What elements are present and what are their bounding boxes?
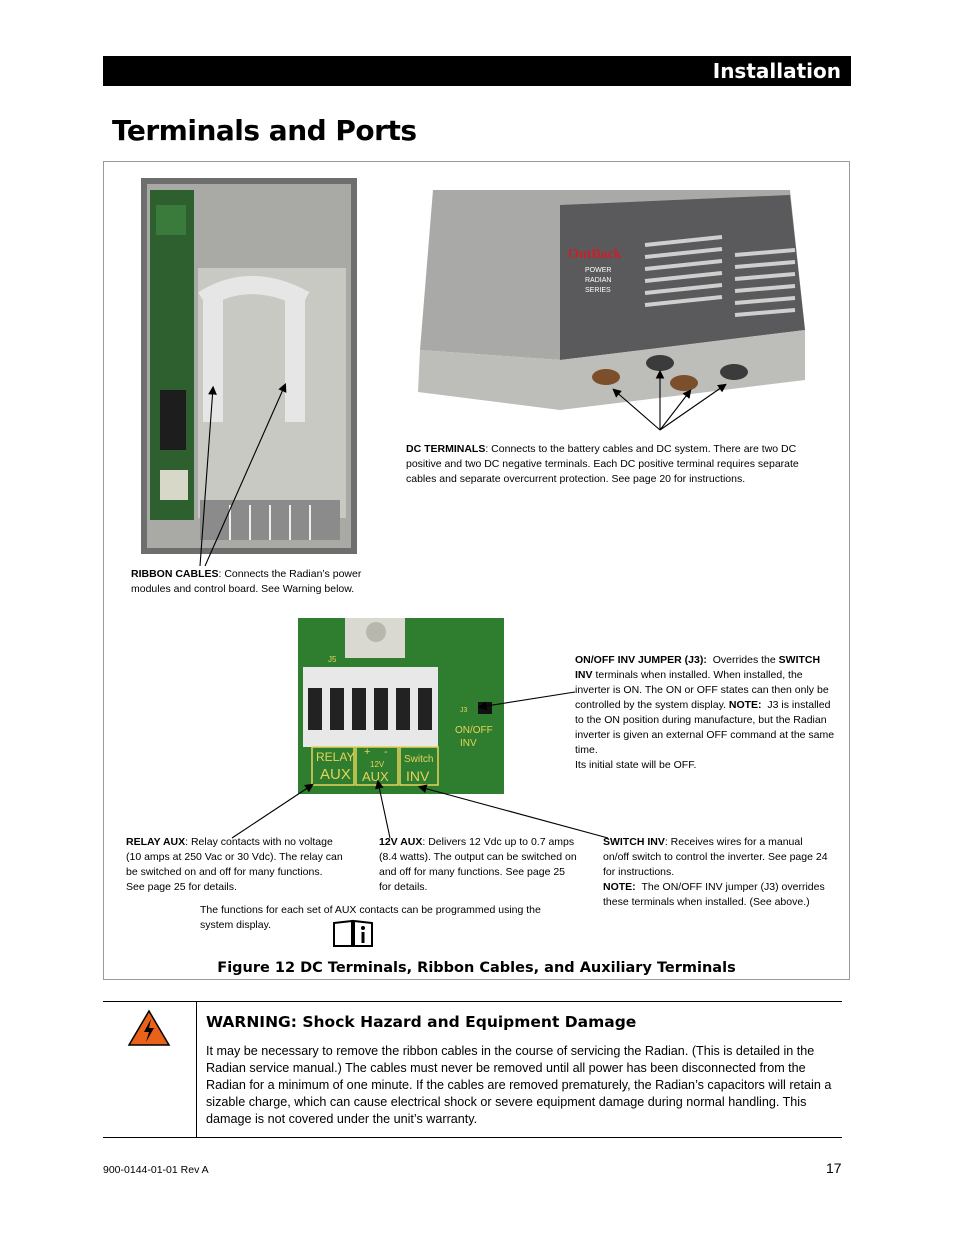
switch-inv-note-label: NOTE: (603, 881, 636, 893)
dc-terminals-label: DC TERMINALS (406, 443, 486, 455)
aux-terminal-board-photo (298, 618, 504, 794)
page-title: Terminals and Ports (112, 114, 417, 147)
board-12v: 12V (370, 760, 385, 769)
section-title: Installation (712, 59, 841, 83)
inverter-exterior-photo (418, 190, 805, 410)
warning-divider (196, 1001, 197, 1137)
switch-inv-ref-label: SWITCH INV (575, 654, 821, 681)
aux-12v-caption (379, 835, 577, 895)
figure-caption: Figure 12 DC Terminals, Ribbon Cables, and Auxiliary Terminals (217, 960, 736, 976)
board-minus: - (384, 746, 388, 758)
onoff-jumper-caption (575, 653, 840, 773)
ribbon-cables-caption (131, 567, 393, 597)
ribbon-cables-label: RIBBON CABLES (131, 568, 219, 580)
board-plus: + (364, 746, 371, 758)
high-voltage-warning-icon (127, 1009, 171, 1047)
board-switch: Switch (404, 754, 434, 765)
board-inv2: INV (460, 738, 477, 749)
onoff-jumper-text1: Overrides the (712, 654, 776, 666)
inverter-interior-photo (141, 178, 357, 554)
dc-terminals-text: : Connects to the battery cables and DC system. There are two DC positive and two DC negative terminals. Each DC positive terminal requires separate cables and separate overcurrent protection. See page 20 for instructions. (406, 443, 799, 485)
onoff-jumper-label: ON/OFF INV JUMPER (J3): (575, 654, 707, 666)
switch-inv-text: : Receives wires for a manual on/off switch to control the inverter. See page 24 for instructions. (603, 836, 828, 878)
onoff-note-text: J3 is installed to the ON position during manufacture, but the Radian inverter is given an external OFF command at the same time. (575, 699, 835, 756)
board-relay: RELAY (316, 750, 355, 764)
warning-body: It may be necessary to remove the ribbon cables in the course of servicing the Radian. (This is detailed in the Radian service manual.) The cables must never be removed until all power has been disconnected from the Radian for a minimum of one minute. If the cables are removed prematurely, the Radian’s capacitors will retain a sizable charge, which can cause electrical shock or severe equipment damage during normal handling. This damage is not covered under the unit’s warranty. (206, 1044, 832, 1126)
switch-inv-label: SWITCH INV (603, 836, 665, 848)
board-j3: J3 (460, 707, 468, 714)
logo-line1: POWER (585, 267, 612, 274)
logo-line2: RADIAN (585, 277, 612, 284)
board-j5: J5 (328, 655, 337, 664)
aux-programming-note: The functions for each set of AUX contacts can be programmed using the system display. (200, 904, 541, 931)
ribbon-cables-text: : Connects the Radian’s power modules and control board. See Warning below. (131, 568, 362, 595)
onoff-tail-text: Its initial state will be OFF. (575, 759, 697, 771)
switch-inv-note-text: The ON/OFF INV jumper (J3) overrides these terminals when installed. (See above.) (603, 881, 825, 908)
warning-title: WARNING: Shock Hazard and Equipment Damage (206, 1013, 637, 1031)
warning-bottom-rule (103, 1137, 842, 1138)
board-onoff: ON/OFF (455, 725, 493, 736)
logo-brand: OutBack (568, 247, 622, 262)
onoff-note-label: NOTE: (728, 699, 762, 711)
dc-terminals-caption (406, 442, 801, 487)
logo-line3: SERIES (585, 287, 611, 294)
relay-aux-label: RELAY AUX (126, 836, 186, 848)
warning-top-rule (103, 1001, 842, 1002)
board-aux: AUX (320, 766, 351, 783)
doc-number: 900-0144-01-01 Rev A (103, 1164, 209, 1176)
aux-12v-label: 12V AUX (379, 836, 423, 848)
relay-aux-caption (126, 835, 344, 895)
relay-aux-text: : Relay contacts with no voltage (10 amps at 250 Vac or 30 Vdc). The relay can be switched on and off for many functions. See page 25 for details. (126, 836, 343, 893)
board-aux2: AUX (362, 769, 389, 784)
switch-inv-caption (603, 835, 828, 910)
onoff-jumper-text2: terminals when installed. When installed, the inverter is ON. The ON or OFF states can then only be controlled by the system display. (575, 669, 829, 711)
aux-12v-text: : Delivers 12 Vdc up to 0.7 amps (8.4 watts). The output can be switched on and off for many functions. See page 25 for details. (379, 836, 577, 893)
page-number: 17 (826, 1160, 842, 1176)
board-inv: INV (406, 768, 430, 784)
